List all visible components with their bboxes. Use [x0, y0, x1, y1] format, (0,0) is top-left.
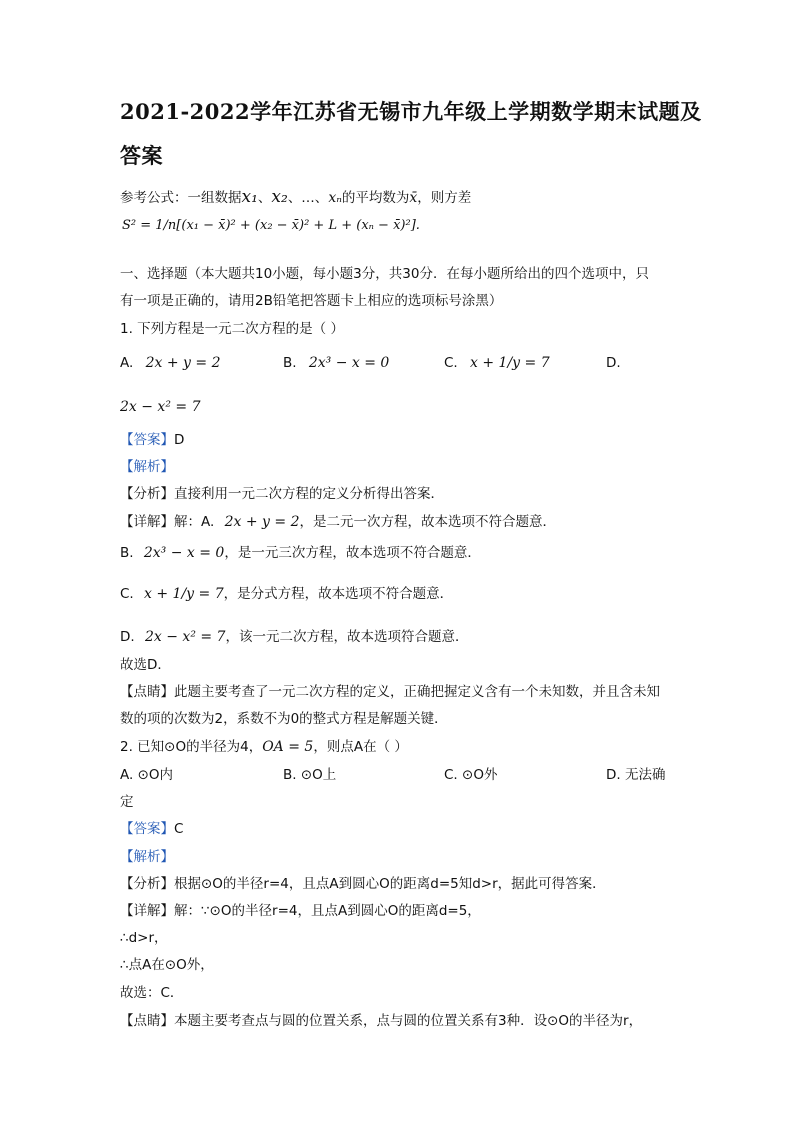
q2-stem-b: ，则点A在（ ）: [313, 739, 408, 755]
q2-choose: 故选：C．: [120, 985, 184, 1001]
q1-option-c-label: C.: [444, 355, 458, 371]
q2-stem-a: 2. 已知⊙O的半径为4，: [120, 739, 263, 755]
q2-analysis-tag: 【解析】: [120, 849, 174, 865]
q1-detail-b: [120, 541, 481, 561]
section-header-line1: 一、选择题（本大题共10小题，每小题3分，共30分．在每小题所给出的四个选项中，只: [120, 266, 649, 282]
q1-detail-b-text: ，是一元三次方程，故本选项不符合题意．: [224, 545, 481, 561]
q2-fenxi-text: 根据⊙O的半径r=4，且点A到圆心O的距离d=5知d>r，据此可得答案．: [174, 876, 606, 892]
q1-detail-tag: 【详解】: [120, 514, 174, 530]
q2-dianjing-line1: [120, 1009, 642, 1029]
q1-option-c: [444, 355, 550, 371]
formula-x1: x₁: [241, 187, 258, 207]
formula-sep1: 、: [257, 190, 272, 206]
q1-detail-c: [120, 582, 453, 602]
q2-dianjing-tag: 【点睛】: [120, 1013, 174, 1029]
q1-choose: 故选D．: [120, 657, 171, 673]
q2-option-b: B. ⊙O上: [283, 767, 337, 783]
q1-detail-d-text: ，该一元二次方程，故本选项符合题意．: [225, 629, 469, 645]
q2-option-d-cont: 定: [120, 794, 134, 810]
q1-detail-a-text: ，是二元一次方程，故本选项不符合题意．: [299, 514, 556, 530]
q2-step1: ∴d>r，: [120, 930, 168, 946]
q1-detail-b-label: B.: [120, 545, 134, 561]
q1-fenxi-text: 直接利用一元二次方程的定义分析得出答案．: [174, 486, 444, 502]
q1-fenxi: [120, 482, 444, 502]
q1-fenxi-tag: 【分析】: [120, 486, 174, 502]
q1-detail-a-math: 2x + y = 2: [224, 514, 300, 530]
doc-title-line1: 2021-2022学年江苏省无锡市九年级上学期数学期末试题及: [120, 99, 702, 124]
q1-option-b-math: 2x³ − x = 0: [308, 355, 390, 371]
q1-dianjing-tag: 【点睛】: [120, 684, 174, 700]
q1-dianjing-text1: 此题主要考查了一元二次方程的定义，正确把握定义含有一个未知数，并且含未知: [174, 684, 660, 700]
q2-stem-math: OA = 5: [262, 739, 314, 755]
q1-option-d-math: 2x − x² = 7: [120, 399, 201, 415]
q1-option-b: [283, 355, 389, 371]
q1-detail-d: [120, 625, 468, 645]
section-header-line2: 有一项是正确的，请用2B铅笔把答题卡上相应的选项标号涂黑）: [120, 293, 503, 309]
formula-xbar: x̄: [409, 190, 418, 206]
q2-fenxi: [120, 872, 606, 892]
q2-detail-tag: 【详解】: [120, 903, 174, 919]
q1-analysis-tag: 【解析】: [120, 459, 174, 475]
q1-answer-tag: 【答案】: [120, 432, 174, 448]
formula-mid: 的平均数为: [341, 190, 410, 206]
q1-detail-prefix: 解：A.: [174, 514, 215, 530]
q2-detail-text: 解：∵⊙O的半径r=4，且点A到圆心O的距离d=5，: [174, 903, 481, 919]
q1-detail-c-math: x + 1/y = 7: [144, 586, 224, 602]
q2-step2: ∴点A在⊙O外，: [120, 957, 214, 973]
q1-detail-c-label: C.: [120, 586, 134, 602]
q1-detail-d-math: 2x − x² = 7: [144, 629, 226, 645]
q2-detail: [120, 899, 481, 919]
formula-x2: x₂: [271, 187, 288, 207]
q2-option-c: C. ⊙O外: [444, 767, 498, 783]
q1-option-a: [120, 355, 220, 371]
variance-formula: S² = 1/n[(x₁ − x̄)² + (x₂ − x̄)² + L + (xₙ − x̄)²].: [122, 218, 420, 233]
q1-detail-b-math: 2x³ − x = 0: [143, 545, 225, 561]
q2-fenxi-tag: 【分析】: [120, 876, 174, 892]
q1-dianjing-line2: 数的项的次数为2，系数不为0的整式方程是解题关键．: [120, 711, 448, 727]
doc-title-line2: 答案: [120, 143, 163, 168]
q2-option-d: D. 无法确: [606, 767, 666, 783]
q2-answer-value: C: [174, 821, 184, 837]
q2-answer: [120, 817, 183, 837]
q1-option-d-label: D.: [606, 355, 621, 371]
q1-stem: 1. 下列方程是一元二次方程的是（ ）: [120, 321, 344, 337]
q1-option-d: [606, 355, 621, 371]
q1-answer-value: D: [174, 432, 185, 448]
q1-option-a-label: A.: [120, 355, 134, 371]
q2-answer-tag: 【答案】: [120, 821, 174, 837]
q2-stem: [120, 735, 408, 755]
q1-detail-c-text: ，是分式方程，故本选项不符合题意．: [223, 586, 454, 602]
q1-dianjing-line1: [120, 680, 660, 700]
formula-suffix: ，则方差: [417, 190, 472, 206]
q2-dianjing-text1: 本题主要考查点与圆的位置关系，点与圆的位置关系有3种．设⊙O的半径为r，: [174, 1013, 643, 1029]
formula-sep2: 、…、: [287, 190, 329, 206]
q1-option-c-math: x + 1/y = 7: [470, 355, 550, 371]
q2-option-a: A. ⊙O内: [120, 767, 174, 783]
q1-detail-a: [120, 510, 556, 530]
formula-xn: xₙ: [328, 190, 342, 206]
q1-option-b-label: B.: [283, 355, 297, 371]
q1-option-a-math: 2x + y = 2: [145, 355, 221, 371]
formula-intro-prefix: 参考公式：一组数据: [120, 190, 242, 206]
formula-intro: [120, 186, 471, 207]
q1-answer: [120, 428, 184, 448]
q1-detail-d-label: D.: [120, 629, 135, 645]
